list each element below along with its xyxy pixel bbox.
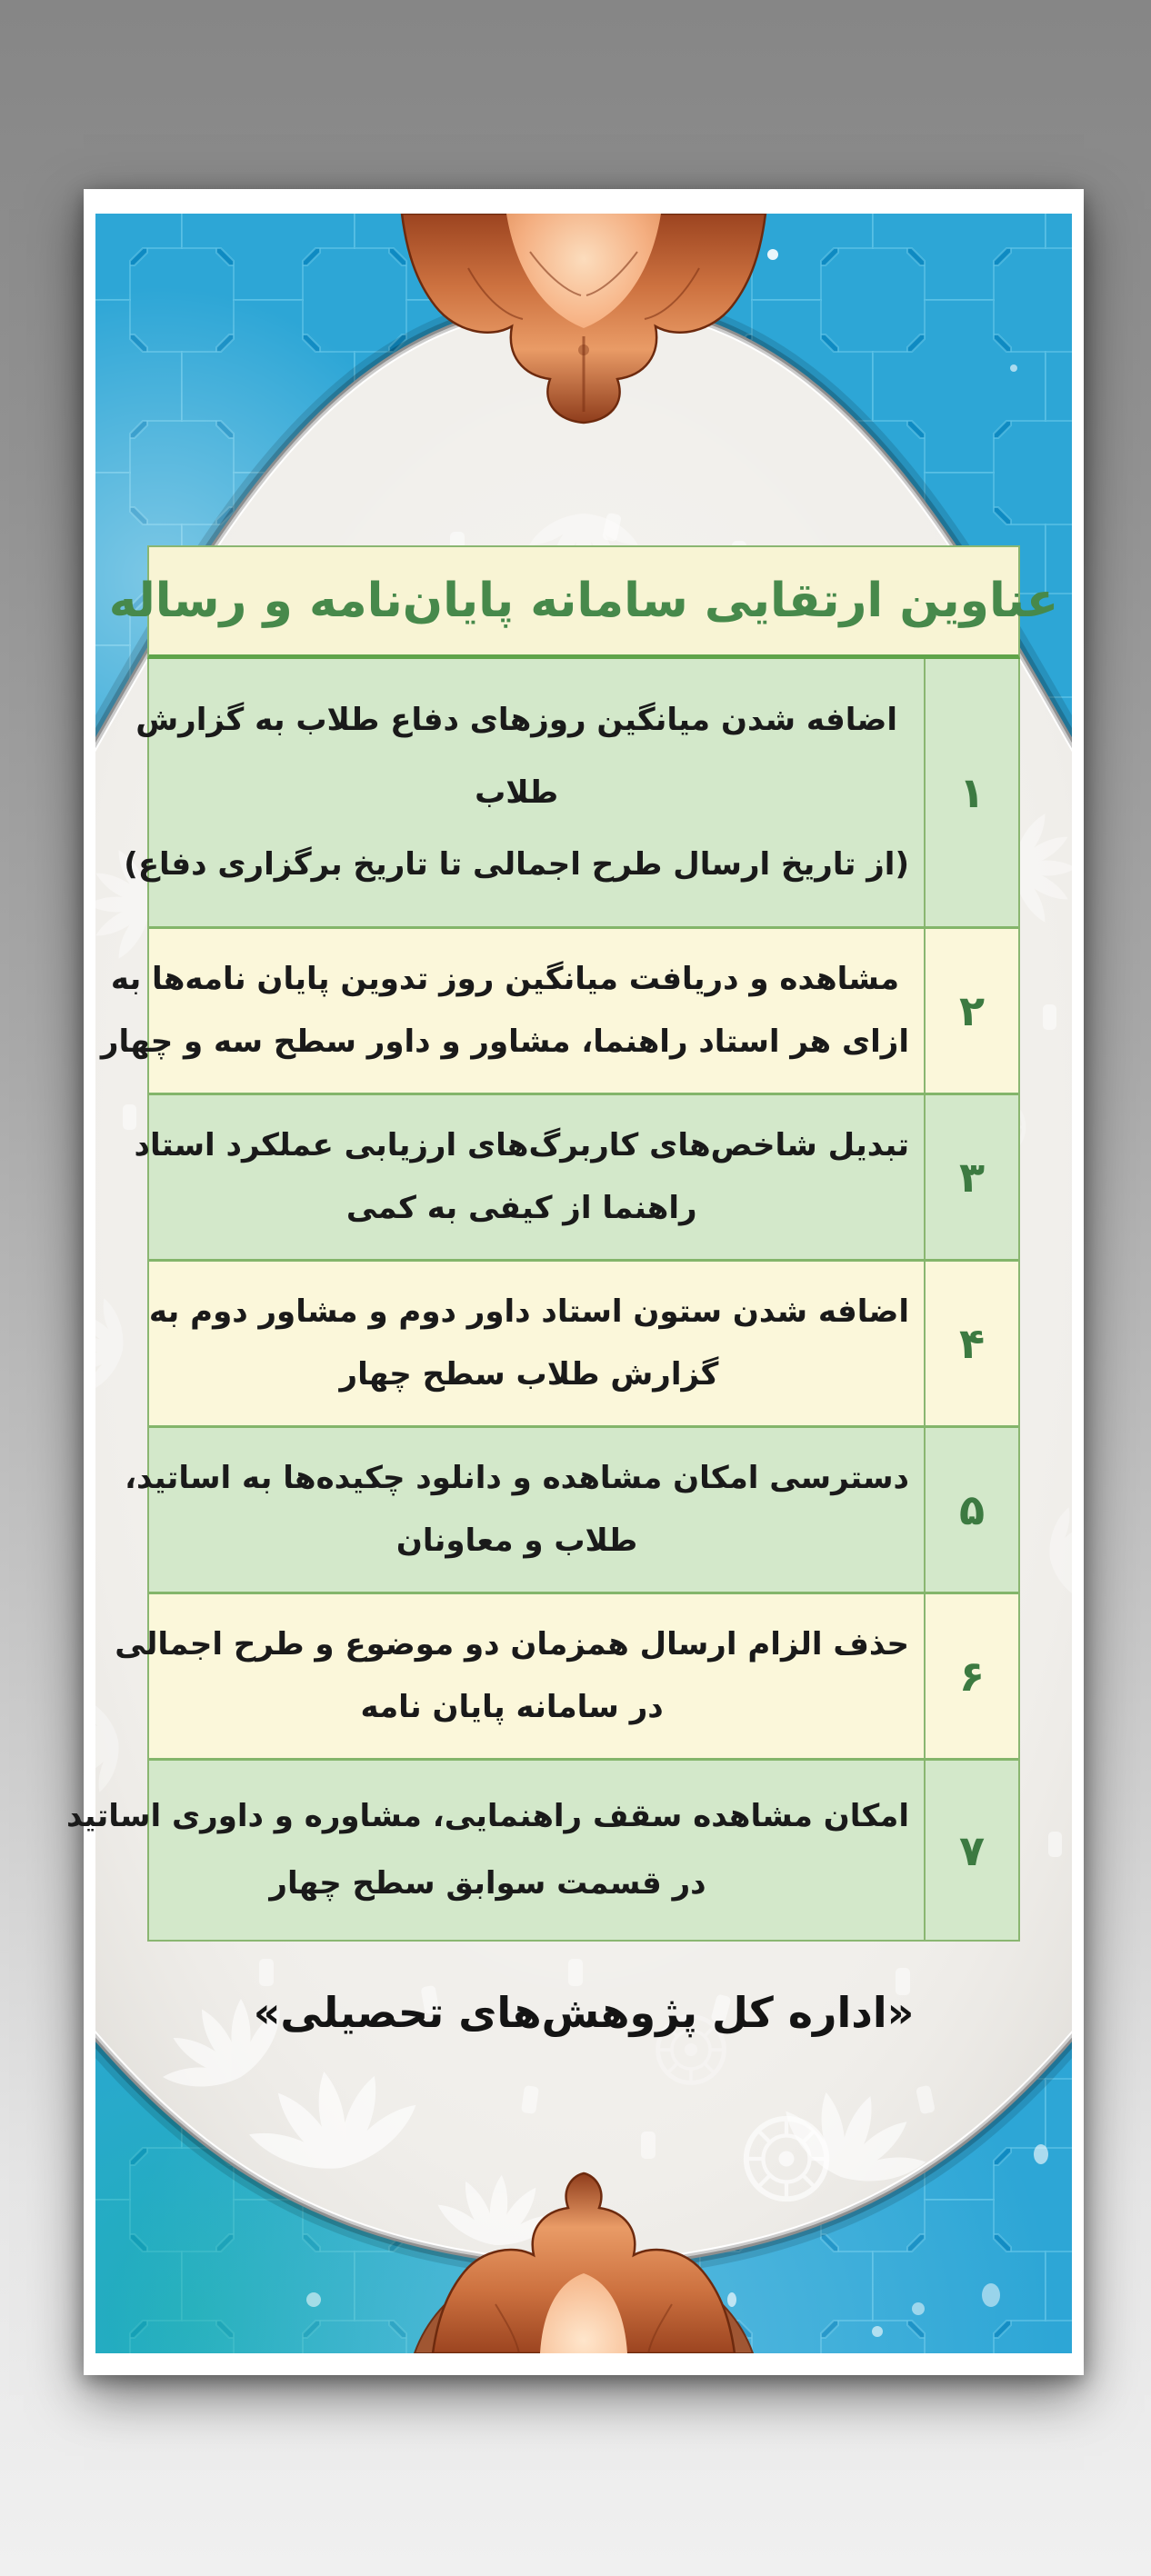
row-text-line: ازای هر استاد راهنما، مشاور و داور سطح سه و چهار [100,1023,909,1060]
poster-footer: «اداره کل پژوهش‌های تحصیلی» [253,1988,915,2037]
row-text-line: اضافه شدن میانگین روزهای دفاع طلاب به گزارش [135,701,898,738]
row-text [109,659,924,926]
row-number: ۷ [924,1761,1018,1940]
row-text [86,929,924,1093]
row-number: ۲ [924,929,1018,1093]
row-number: ۵ [924,1428,1018,1592]
table-row-1 [124,659,1018,926]
row-text [52,1761,924,1940]
table-row-2 [100,926,1018,1093]
row-text-line: در قسمت سوابق سطح چهار [269,1865,706,1902]
row-text-line: مشاهده و دریافت میانگین روز تدوین پایان نامه‌ها به [110,961,900,998]
row-text-line: طلاب [475,774,559,811]
row-number: ۴ [924,1262,1018,1425]
row-text-line: گزارش طلاب سطح چهار [339,1355,719,1393]
table-row-5 [125,1425,1018,1592]
row-number: ۶ [924,1594,1018,1758]
row-text-line: امکان مشاهده سقف راهنمایی، مشاوره و داوری اساتید [66,1798,909,1835]
table-row-4 [149,1259,1018,1425]
poster-content [66,189,1084,2375]
row-number: ۱ [924,659,1018,926]
table-row-6 [115,1592,1018,1758]
row-text [120,1095,924,1259]
poster-title-bar [108,545,1059,659]
table-row-7 [66,1758,1018,1940]
row-number: ۳ [924,1095,1018,1259]
row-text-line: راهنما از کیفی به کمی [345,1189,697,1226]
row-text-line: حذف الزام ارسال همزمان دو موضوع و طرح اجمالی [115,1626,909,1663]
table-row-3 [134,1093,1018,1259]
row-text-line: (از تاریخ ارسال طرح اجمالی تا تاریخ برگزاری دفاع) [124,846,909,884]
poster-title: عناوین ارتقایی سامانه پایان‌نامه و رساله [108,574,1059,628]
row-text [100,1594,924,1758]
row-text-line: طلاب و معاونان [395,1522,638,1559]
row-text-line: تبدیل شاخص‌های کاربرگ‌های ارزیابی عملکرد استاد [134,1127,909,1164]
row-text [135,1262,924,1425]
row-text-line: دسترسی امکان مشاهده و دانلود چکیده‌ها به اساتید، [125,1460,909,1497]
poster-page [66,189,1084,2375]
row-text-line: در سامانه پایان نامه [360,1688,664,1725]
upgrade-items-table [66,659,1020,1942]
row-text [110,1428,924,1592]
row-text-line: اضافه شدن ستون استاد داور دوم و مشاور دوم به [148,1293,909,1331]
